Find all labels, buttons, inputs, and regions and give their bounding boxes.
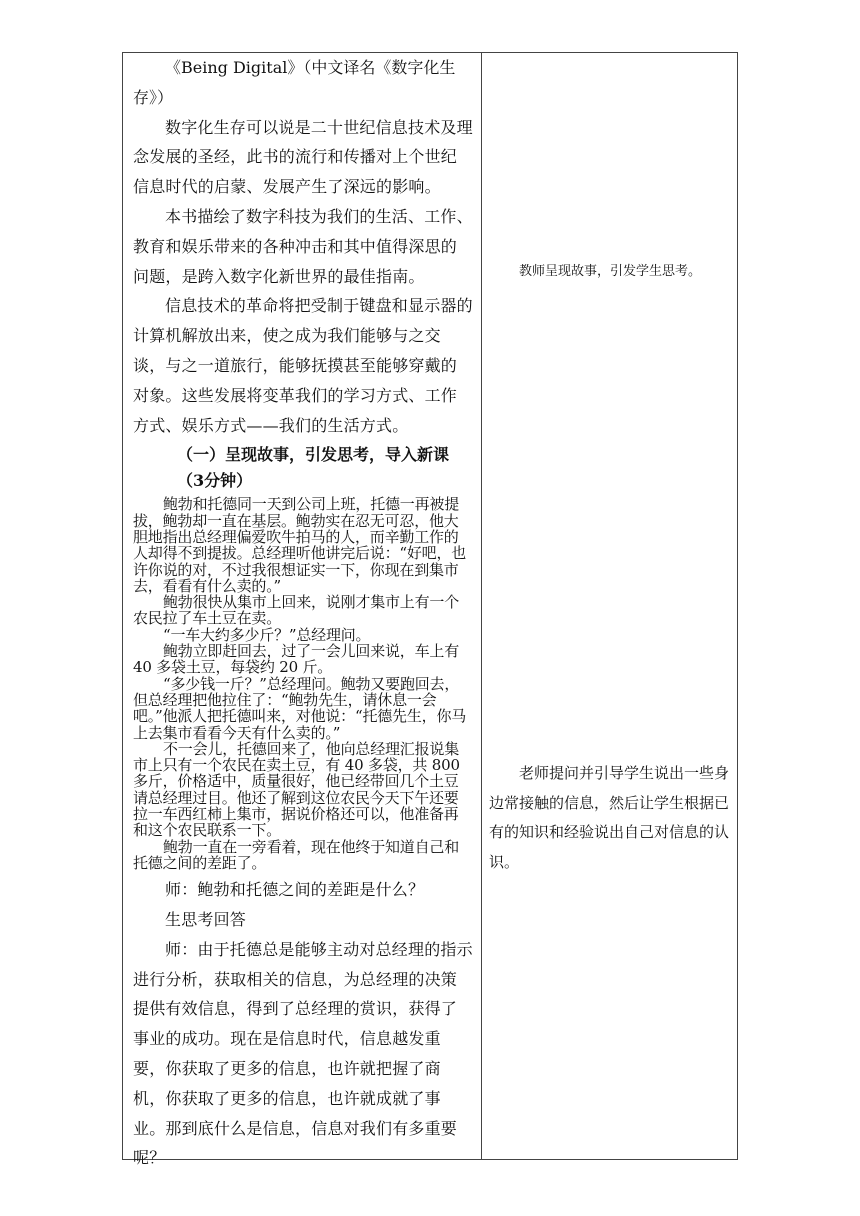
- lesson-table: [122, 52, 738, 1168]
- teacher-summary: 师：由于托德总是能够主动对总经理的指示进行分析，获取相关的信息，为总经理的决策提供有效信息，得到了总经理的赏识，获得了事业的成功。现在是信息时代，信息越发重要，你获取了更多的信息，也许就把握了商机，你获取了更多的信息，也许就成就了事业。那到底什么是信息，信息对我们有多重要呢？: [133, 939, 473, 1168]
- story-paragraph: 鲍勃一直在一旁看着，现在他终于知道自己和托德之间的差距了。: [133, 837, 460, 872]
- story-paragraph: 鲍勃和托德同一天到公司上班，托德一再被提拔，鲍勃却一直在基层。鲍勃实在忍无可忍，他大胆地指出总经理偏爱吹牛拍马的人，而辛勤工作的人却得不到提拔。总经理听他讲完后说：“好吧，也许你说的对，不过我很想证实一下，你现在到集市去，看看有什么卖的。”: [133, 495, 467, 595]
- section-heading: （一）呈现故事，引发思考，导入新课（3分钟）: [177, 445, 450, 491]
- column-divider: [481, 53, 482, 1159]
- story-paragraph: “一车大约多少斤？”总经理问。: [163, 625, 371, 644]
- story-paragraph: 鲍勃立即赶回去，过了一会儿回来说，车上有 40 多袋土豆，每袋约 20 斤。: [133, 642, 460, 677]
- book-title: 《Being Digital》（中文译名《数字化生存》）: [133, 58, 456, 107]
- teacher-note-1: 教师呈现故事，引发学生思考。: [518, 264, 701, 279]
- left-column: [133, 53, 473, 1173]
- story-block: [133, 496, 473, 871]
- intro-paragraph-1: 数字化生存可以说是二十世纪信息技术及理念发展的圣经，此书的流行和传播对上个世纪信息时代的启蒙、发展产生了深远的影响。: [133, 117, 473, 197]
- story-paragraph: “多少钱一斤？”总经理问。鲍勃又要跑回去，但总经理把他拉住了：“鲍勃先生，请休息一会吧。”他派人把托德叫来，对他说：“托德先生，你马上去集市看看今天有什么卖的。”: [133, 674, 467, 742]
- story-paragraph: 不一会儿，托德回来了，他向总经理汇报说集市上只有一个农民在卖土豆，有 40 多袋，共 800 多斤，价格适中，质量很好，他已经带回几个土豆请总经理过目。他还了解到这位农民今天下午还要拉一车西红柿上集市，据说价格还可以，他准备再和这个农民联系一下。: [133, 739, 460, 840]
- intro-paragraph-3: 信息技术的革命将把受制于键盘和显示器的计算机解放出来，使之成为我们能够与之交谈，与之一道旅行，能够抚摸甚至能够穿戴的对象。这些发展将变革我们的学习方式、工作方式、娱乐方式——我们的生活方式。: [133, 296, 473, 435]
- intro-paragraph-2: 本书描绘了数字科技为我们的生活、工作、教育和娱乐带来的各种冲击和其中值得深思的问题，是跨入数字化新世界的最佳指南。: [133, 206, 473, 286]
- teacher-question: 师：鲍勃和托德之间的差距是什么？: [165, 880, 425, 900]
- story-paragraph: 鲍勃很快从集市上回来，说刚才集市上有一个农民拉了车土豆在卖。: [133, 593, 460, 628]
- teacher-note-2: 老师提问并引导学生说出一些身边常接触的信息，然后让学生根据已有的知识和经验说出自己对信息的认识。: [489, 764, 730, 871]
- student-answer: 生思考回答: [165, 909, 247, 929]
